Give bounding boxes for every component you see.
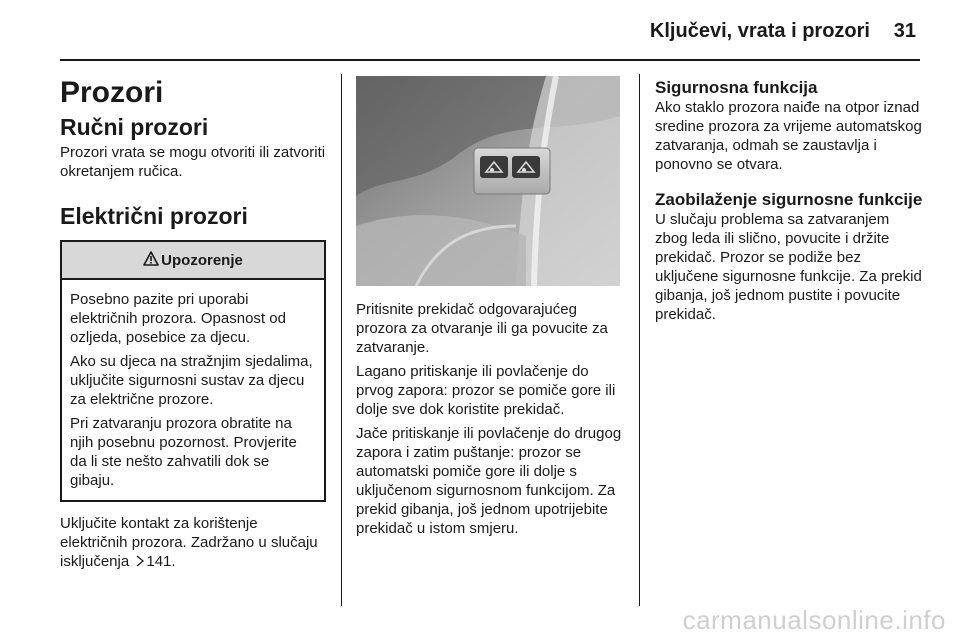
middle-paragraph: Lagano pritiskanje ili povlačenje do prvog zapora: prozor se pomiče gore ili dolje sve dok koristite prekidač.: [356, 363, 616, 418]
column-right: [655, 78, 923, 324]
safety-text: Ako staklo prozora naiđe na otpor iznad sredine prozora za vrijeme automatskog zatvaranja, odmah se zaustavlja i ponovno se otvara.: [655, 99, 922, 173]
section-title: Prozori: [60, 76, 164, 109]
warning-paragraph: Posebno pazite pri uporabi električnih prozora. Opasnost od ozljeda, posebice za djecu.: [70, 291, 286, 346]
watermark: carmanualsonline.info: [682, 605, 946, 635]
override-text: U slučaju problema sa zatvaranjem zbog leda ili slično, povucite i držite prekidač. Prozor se podiže bez uključene sigurnosne funkcije. Za prekid gibanja, još jednom pustite i povucite prekidač.: [655, 211, 922, 323]
electric-windows-heading: Električni prozori: [60, 203, 248, 229]
override-heading: Zaobilaženje sigurnosne funkcije: [655, 190, 923, 209]
reference-page: 141.: [146, 553, 176, 570]
ignition-text-body: Uključite kontakt za korištenje električnih prozora. Zadržano u slučaju isključenja: [60, 515, 318, 570]
page-number: 31: [893, 20, 916, 42]
warning-paragraph: Ako su djeca na stražnjim sjedalima, uključite sigurnosni sustav za djecu za električne prozore.: [70, 353, 313, 408]
manual-windows-heading: Ručni prozori: [60, 114, 209, 140]
warning-body: [62, 280, 324, 500]
column-left: [60, 72, 326, 572]
warning-triangle-icon: [143, 251, 159, 270]
warning-box: [60, 240, 326, 502]
warning-paragraph: Pri zatvaranju prozora obratite na njih posebnu pozornost. Provjerite da li ste nešto zahvatili dok se gibaju.: [70, 415, 297, 489]
manual-windows-text: Prozori vrata se mogu otvoriti ili zatvoriti okretanjem ručica.: [60, 144, 326, 180]
reference-arrow-icon: [136, 553, 144, 572]
middle-paragraph: Jače pritiskanje ili povlačenje do drugog zapora i zatim puštanje: prozor se automatski pomiče gore ili dolje s uključenom sigurnosnom funkcijom. Za prekid gibanja, još jednom upotrijebite prekidač u istom smjeru.: [356, 425, 622, 537]
ignition-text: [60, 514, 326, 572]
warning-title: Upozorenje: [161, 251, 243, 269]
page-header-title: Ključevi, vrata i prozori: [649, 20, 870, 42]
warning-header: [62, 242, 324, 280]
window-switch-photo: [356, 76, 620, 286]
middle-paragraph: Pritisnite prekidač odgovarajućeg prozora za otvaranje ili ga povucite za zatvaranje.: [356, 301, 608, 356]
safety-heading: Sigurnosna funkcija: [655, 78, 818, 97]
column-middle: [356, 76, 628, 538]
column-divider-1: [341, 74, 342, 606]
header-rule: [60, 59, 920, 61]
column-divider-2: [639, 74, 640, 606]
